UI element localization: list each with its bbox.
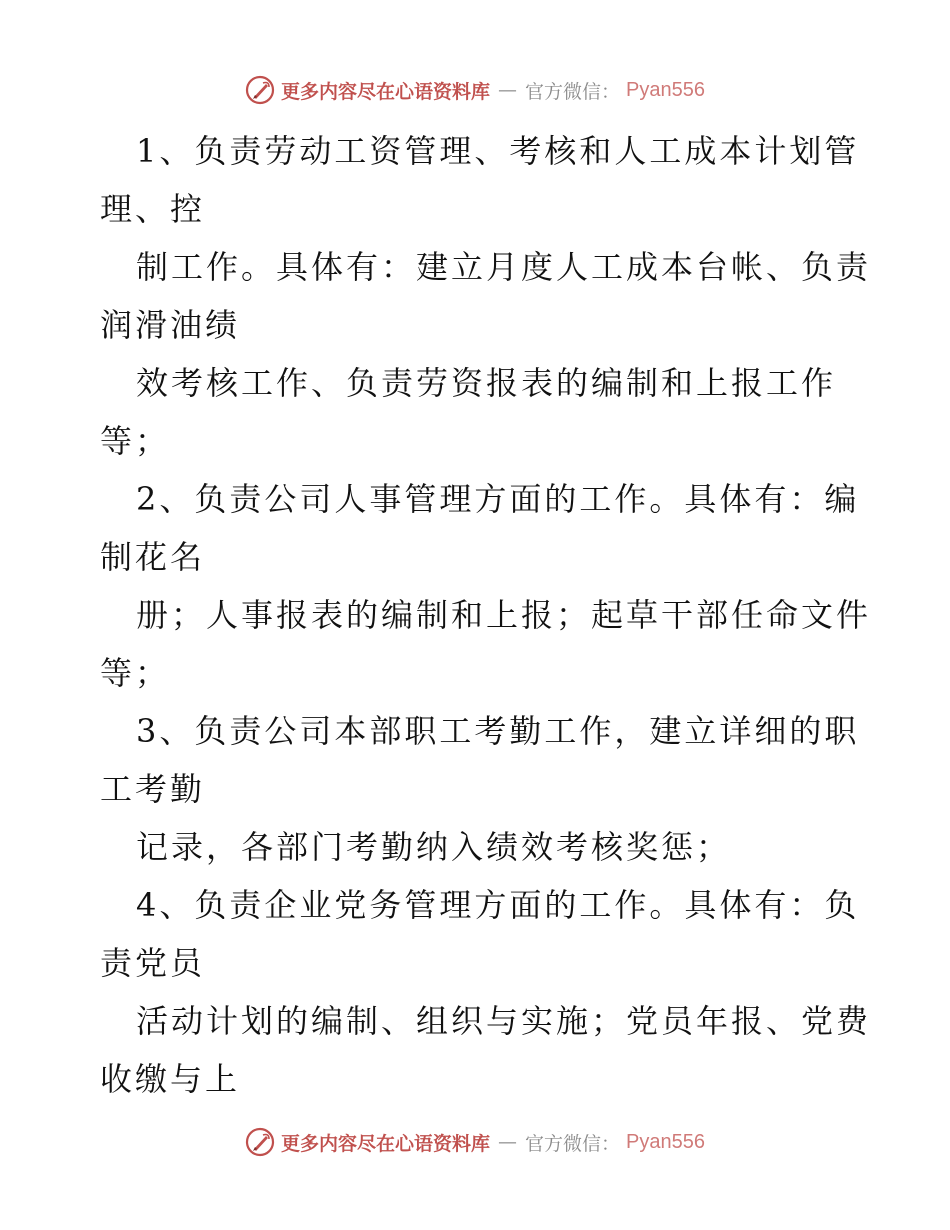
quill-pen-icon xyxy=(245,75,275,105)
body-line-2: 理、控 xyxy=(100,190,206,228)
footer-wechat-label: 官方微信： xyxy=(525,1132,621,1155)
body-line-9: 册；人事报表的编制和上报；起草干部任命文件 xyxy=(136,596,872,634)
body-line-4: 润滑油绩 xyxy=(100,306,241,344)
header-banner-content xyxy=(245,75,705,105)
body-line-10: 等； xyxy=(100,654,171,692)
body-line-15: 责党员 xyxy=(100,944,206,982)
body-line-17: 收缴与上 xyxy=(100,1060,241,1098)
footer-banner-content xyxy=(245,1127,705,1157)
header-dash: — xyxy=(498,79,518,101)
body-line-13: 记录，各部门考勤纳入绩效考核奖惩； xyxy=(136,828,732,866)
footer-wechat-id: Pyan556 xyxy=(626,1130,705,1153)
body-line-16: 活动计划的编制、组织与实施；党员年报、党费 xyxy=(136,1002,872,1040)
body-line-3: 制工作。具体有：建立月度人工成本台帐、负责 xyxy=(136,248,872,286)
body-line-12: 工考勤 xyxy=(100,770,206,808)
body-line-5: 效考核工作、负责劳资报表的编制和上报工作 xyxy=(136,364,837,402)
footer-banner xyxy=(0,1122,950,1162)
body-line-6: 等； xyxy=(100,422,171,460)
document-body xyxy=(100,122,870,1108)
header-tagline: 更多内容尽在心语资料库 xyxy=(281,80,491,103)
quill-pen-icon xyxy=(245,1127,275,1157)
footer-dash: — xyxy=(498,1131,518,1153)
footer-tagline: 更多内容尽在心语资料库 xyxy=(281,1132,491,1155)
body-line-14: 4、负责企业党务管理方面的工作。具体有：负 xyxy=(136,886,860,924)
body-line-7: 2、负责公司人事管理方面的工作。具体有：编 xyxy=(136,480,860,518)
header-wechat-id: Pyan556 xyxy=(626,78,705,101)
body-line-11: 3、负责公司本部职工考勤工作，建立详细的职 xyxy=(136,712,860,750)
header-wechat-label: 官方微信： xyxy=(525,80,621,103)
body-line-1: 1、负责劳动工资管理、考核和人工成本计划管 xyxy=(136,132,860,170)
body-line-8: 制花名 xyxy=(100,538,206,576)
header-banner xyxy=(0,70,950,110)
